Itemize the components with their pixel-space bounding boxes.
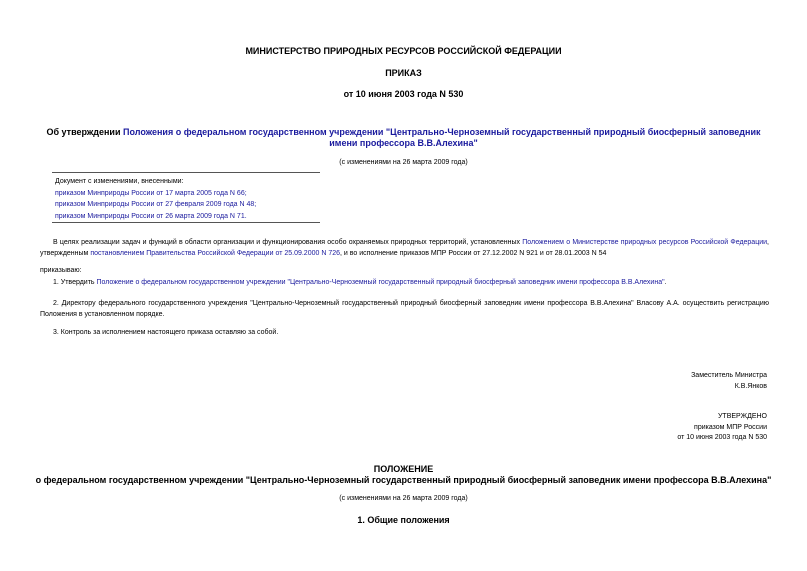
order-item-1 (53, 279, 667, 286)
signature-position: Заместитель Министра (691, 372, 767, 379)
approved-date: от 10 июня 2003 года N 530 (677, 434, 767, 441)
doc-title-prefix: Об утверждении (46, 127, 123, 137)
order-item-2: 2. Директору федерального государственного учреждения "Центрально-Черноземный государственный природный биосферный заповедник имени профессора В.В.Алехина" Власову А.А. осуществить регистрацию Положения в установленном порядке. (40, 300, 769, 318)
doc-type-heading: ПРИКАЗ (385, 68, 422, 78)
change-link-3[interactable]: приказом Минприроды России от 26 марта 2009 года N 71. (55, 212, 247, 220)
change-link-1[interactable]: приказом Минприроды России от 17 марта 2005 года N 66; (55, 189, 247, 197)
approved-by: приказом МПР России (694, 423, 767, 431)
section-1-heading: 1. Общие положения (357, 515, 450, 525)
regulation-subtitle: о федеральном государственном учреждении "Центрально-Черноземный государственный природный биосферный заповедник имени профессора В.В.Алехина" (35, 475, 772, 485)
preamble-text-1: В целях реализации задач и функций в области организации и функционирования особо охраняемых природных территорий, установленных (53, 239, 523, 246)
government-decree-link[interactable]: постановлением Правительства Российской Федерации от 25.09.2000 N 726 (90, 250, 340, 257)
preamble-text-3: , и во исполнение приказов МПР России от 27.12.2002 N 921 и от 28.01.2003 N 54 (340, 250, 607, 257)
change-link-2[interactable]: приказом Минприроды России от 27 февраля 2009 года N 48; (55, 201, 257, 208)
revision-note: (с изменениями на 26 марта 2009 года) (339, 159, 468, 166)
approval-block (677, 412, 767, 444)
approved-label: УТВЕРЖДЕНО (717, 413, 767, 420)
regulation-link[interactable]: Положения о федеральном государственном учреждении "Центрально-Черноземный государственный природный биосферный заповедник (122, 127, 761, 137)
order-item-3: 3. Контроль за исполнением настоящего приказа оставляю за собой. (53, 329, 279, 336)
ministry-regulation-link[interactable]: Положением о Министерстве природных ресурсов Российской Федерации (522, 239, 768, 246)
regulation-approval-link[interactable]: Положение о федеральном государственном учреждении "Центрально-Черноземный государственный природный биосферный заповедник имени профессора В.В.Алехина" (96, 279, 665, 286)
preamble-text-2: , утвержденным (40, 239, 769, 257)
changes-bottom-divider (52, 222, 320, 223)
regulation-link-cont[interactable]: имени профессора В.В.Алехина" (329, 138, 478, 148)
order-item-1-prefix: 1. Утвердить (53, 279, 97, 286)
doc-date-number: от 10 июня 2003 года N 530 (343, 89, 464, 99)
orders-word: приказываю: (40, 267, 82, 274)
signature-name: К.В.Янков (734, 382, 767, 390)
changes-heading: Документ с изменениями, внесенными: (55, 178, 184, 185)
changes-box (55, 176, 256, 222)
preamble-paragraph (40, 237, 769, 259)
signature-block (691, 371, 767, 392)
regulation-revision-note: (с изменениями на 26 марта 2009 года) (339, 495, 468, 502)
doc-title (0, 127, 807, 149)
ministry-heading: МИНИСТЕРСТВО ПРИРОДНЫХ РЕСУРСОВ РОССИЙСКОЙ ФЕДЕРАЦИИ (245, 46, 562, 56)
order-item-1-suffix: . (664, 279, 667, 286)
regulation-title: ПОЛОЖЕНИЕ (373, 464, 434, 474)
changes-top-divider (52, 172, 320, 173)
